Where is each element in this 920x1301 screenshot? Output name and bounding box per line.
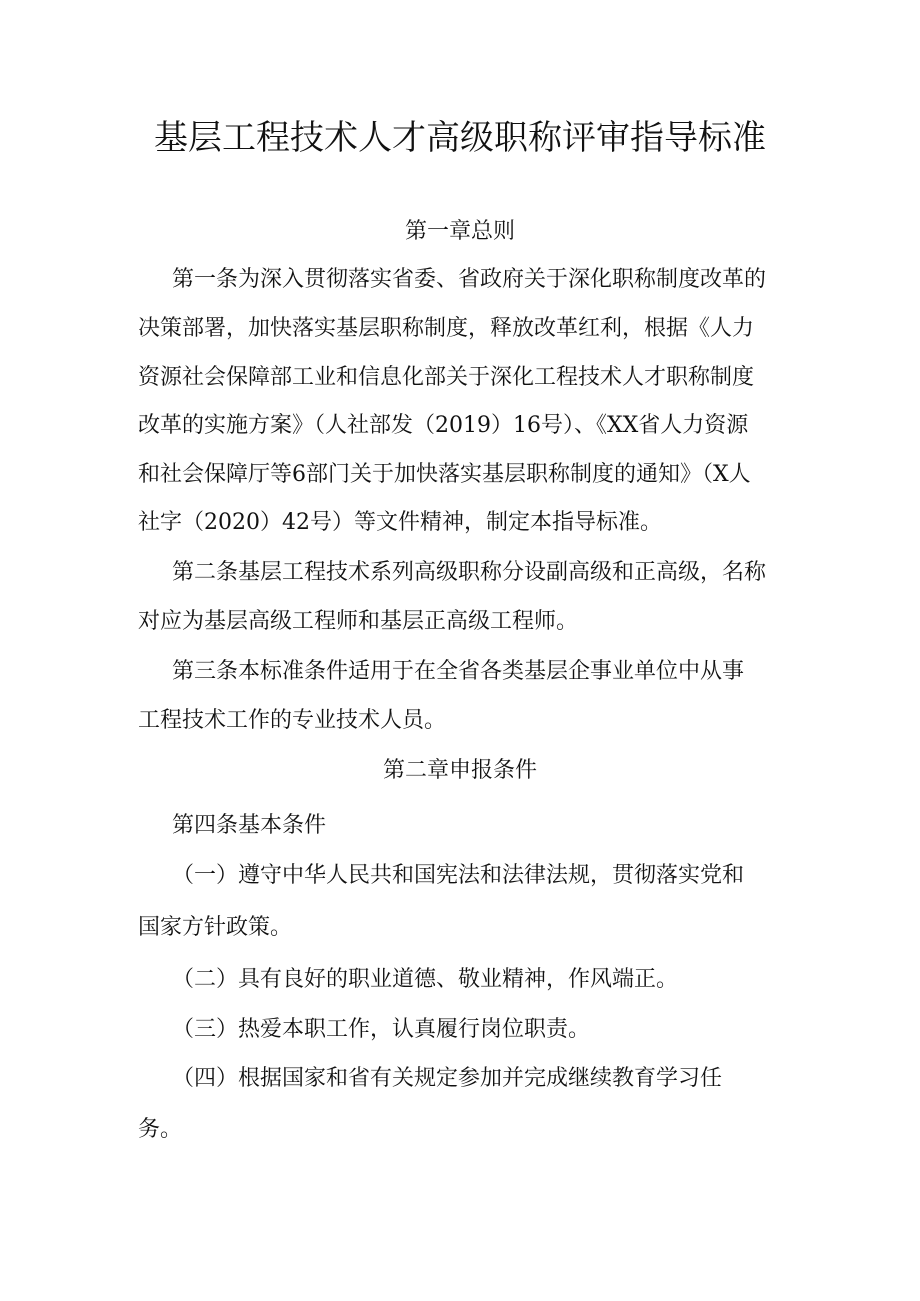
article-line: 第二条基层工程技术系列高级职称分设副高级和正高级，名称: [172, 560, 767, 585]
list-item-line: （三）热爱本职工作，认真履行岗位职责。: [172, 1017, 591, 1042]
article-line: 和社会保障厅等6部门关于加快落实基层职称制度的通知》（X人: [138, 462, 751, 487]
chapter-heading: 第二章申报条件: [382, 758, 537, 783]
list-item-line: （一）遵守中华人民共和国宪法和法律法规，贯彻落实党和: [172, 863, 745, 888]
article-heading: 第四条基本条件: [172, 813, 327, 838]
list-item-line: 务。: [138, 1117, 183, 1142]
document-title: 基层工程技术人才高级职称评审指导标准: [154, 118, 766, 158]
chapter-heading: 第一章总则: [404, 219, 515, 244]
list-item-line: （四）根据国家和省有关规定参加并完成继续教育学习任: [172, 1066, 723, 1091]
article-line: 改革的实施方案》（人社部发（2019）16号）、《XX省人力资源: [138, 413, 749, 438]
article-line: 决策部署，加快落实基层职称制度，释放改革红利，根据《人力: [138, 316, 755, 341]
article-line: 对应为基层高级工程师和基层正高级工程师。: [138, 609, 579, 634]
article-line: 社字（2020）42号）等文件精神，制定本指导标准。: [138, 510, 662, 535]
list-item-line: 国家方针政策。: [138, 915, 293, 940]
article-line: 第一条为深入贯彻落实省委、省政府关于深化职称制度改革的: [172, 267, 767, 292]
article-line: 资源社会保障部工业和信息化部关于深化工程技术人才职称制度: [138, 365, 755, 390]
article-line: 第三条本标准条件适用于在全省各类基层企事业单位中从事: [172, 659, 745, 684]
article-line: 工程技术工作的专业技术人员。: [138, 708, 447, 733]
list-item-line: （二）具有良好的职业道德、敬业精神，作风端正。: [172, 967, 679, 992]
